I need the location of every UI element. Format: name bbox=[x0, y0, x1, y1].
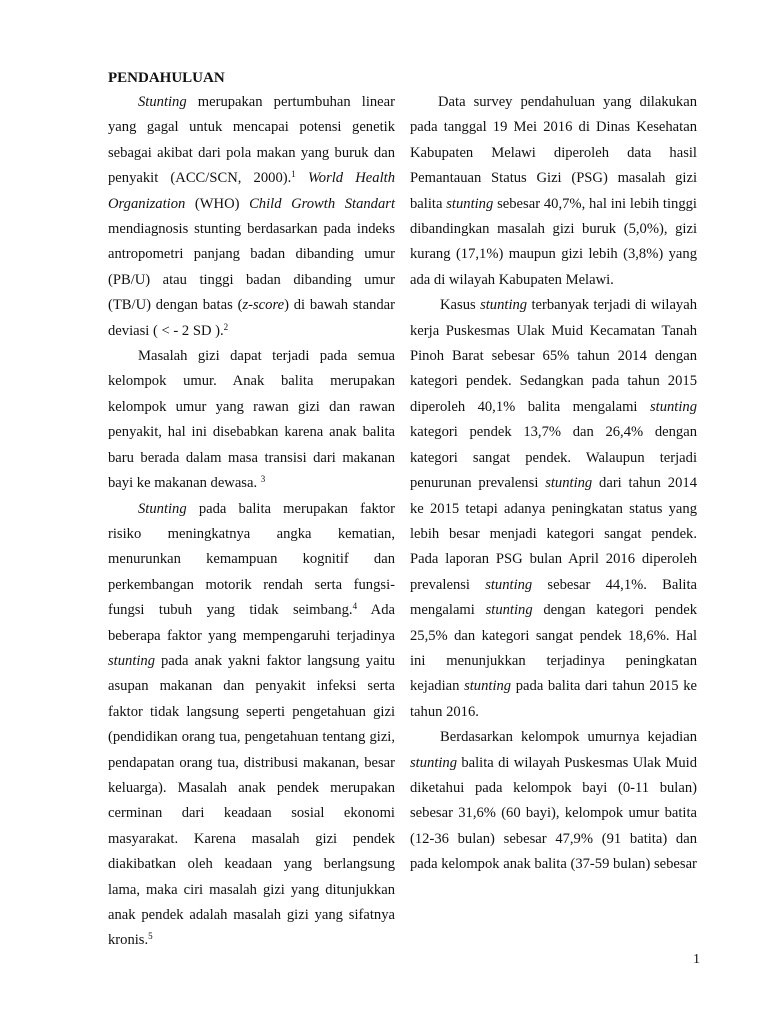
paragraph: Data survey pendahuluan yang dilakukan pada tanggal 19 Mei 2016 di Dinas Kesehatan Kabupaten Melawi diperoleh data hasil Pemantauan Status Gizi (PSG) masalah gizi balita stunting sebesar 40,7%, hal ini lebih tinggi dibandingkan masalah gizi buruk (5,0%), gizi kurang (17,1%) maupun gizi lebih (3,8%) yang ada di wilayah Kabupaten Melawi. bbox=[410, 94, 697, 288]
footnote-ref: 1 bbox=[291, 169, 296, 180]
paragraph: Masalah gizi dapat terjadi pada semua kelompok umur. Anak balita merupakan kelompok umur yang rawan gizi dan rawan penyakit, hal ini disebabkan karena anak balita baru berada dalam masa transisi dari makanan bayi ke makanan dewasa. $^3$ bbox=[108, 348, 395, 492]
left-column bbox=[108, 90, 395, 954]
paragraph: Stunting merupakan pertumbuhan linear yang gagal untuk mencapai potensi genetik sebagai akibat dari pola makan yang buruk dan penyakit (ACC/SCN, 2000).$^1$ World Health Organization (WHO) Child Growth Standart mendiagnosis stunting berdasarkan pada indeks antropometri panjang badan dibanding umur (PB/U) atau tinggi badan dibanding umur (TB/U) dengan batas (z-score) di bawah standar deviasi ( < - 2 SD ).$^2$ bbox=[108, 94, 395, 339]
paragraph: Berdasarkan kelompok umurnya kejadian stunting balita di wilayah Puskesmas Ulak Muid diketahui pada kelompok bayi (0-11 bulan) sebesar 31,6% (60 bayi), kelompok umur batita (12-36 bulan) sebesar 47,9% (91 batita) dan pada kelompok anak balita (37-59 bulan) sebesar bbox=[410, 729, 697, 873]
footnote-ref: 5 bbox=[148, 931, 153, 942]
footnote-ref: 2 bbox=[223, 321, 229, 332]
footnote-ref: 3 bbox=[260, 474, 266, 485]
page-number: 1 bbox=[693, 952, 700, 967]
section-heading: PENDAHULUAN bbox=[108, 70, 225, 86]
footnote-ref: 4 bbox=[352, 601, 358, 612]
right-column bbox=[410, 90, 697, 878]
paragraph: Kasus stunting terbanyak terjadi di wilayah kerja Puskesmas Ulak Muid Kecamatan Tanah Pinoh Barat sebesar 65% tahun 2014 dengan kategori pendek. Sedangkan pada tahun 2015 diperoleh 40,1% balita mengalami stunting kategori pendek 13,7% dan 26,4% dengan kategori sangat pendek. Walaupun terjadi penurunan prevalensi stunting dari tahun 2014 ke 2015 tetapi adanya peningkatan status yang lebih besar menjadi kategori sangat pendek. Pada laporan PSG bulan April 2016 diperoleh prevalensi stunting sebesar 44,1%. Balita mengalami stunting dengan kategori pendek 25,5% dan kategori sangat pendek 18,6%. Hal ini menunjukkan terjadinya peningkatan kejadian stunting pada balita dari tahun 2015 ke tahun 2016. bbox=[410, 297, 697, 720]
paragraph: Stunting pada balita merupakan faktor risiko meningkatnya angka kematian, menurunkan kemampuan kognitif dan perkembangan motorik rendah serta fungsi-fungsi tubuh yang tidak seimbang.$^4$ Ada beberapa faktor yang mempengaruhi terjadinya stunting pada anak yakni faktor langsung yaitu asupan makanan dan penyakit infeksi serta faktor tidak langsung seperti pengetahuan gizi (pendidikan orang tua, pengetahuan tentang gizi, pendapatan orang tua, distribusi makanan, besar keluarga). Masalah anak pendek merupakan cerminan dari keadaan sosial ekonomi masyarakat. Karena masalah gizi pendek diakibatkan oleh keadaan yang berlangsung lama, maka ciri masalah gizi yang ditunjukkan anak pendek adalah masalah gizi yang sifatnya kronis.$^5$ bbox=[108, 500, 395, 949]
